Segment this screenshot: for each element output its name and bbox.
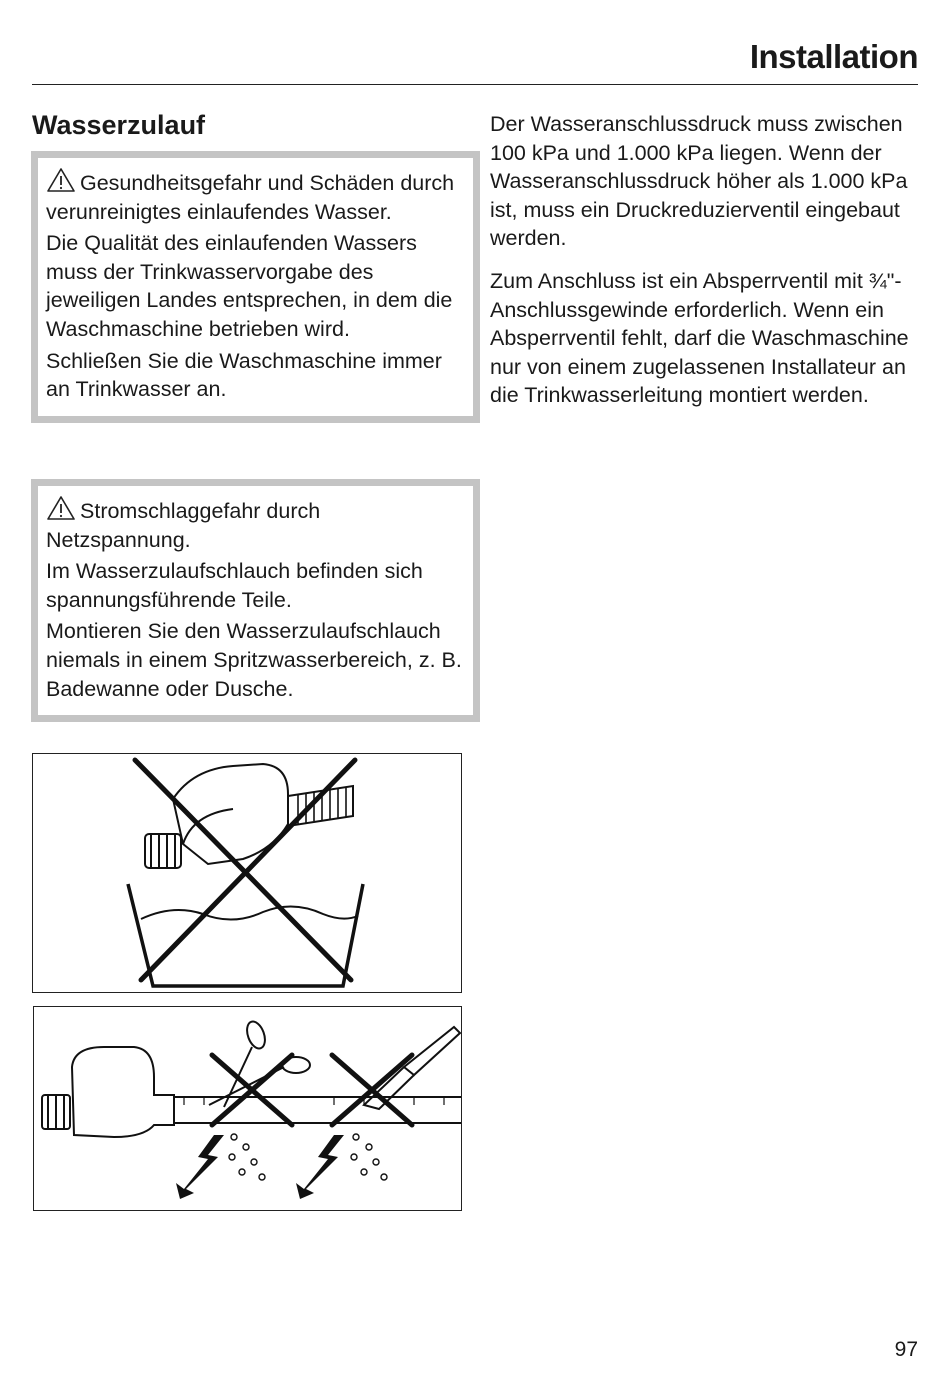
warning-text: Montieren Sie den Wasserzulaufschlauch niemals in einem Spritzwasserbereich, z. B. Badewanne oder Dusche.: [46, 619, 462, 701]
warning-text: Stromschlaggefahr durch Netzspannung.: [46, 499, 321, 552]
section-title: Wasserzulauf: [32, 110, 206, 140]
warning-text: Die Qualität des einlaufenden Wassers muss der Trinkwasservorgabe des jeweiligen Landes entsprechen, in dem die Waschmaschine betrieben wird.: [46, 231, 453, 341]
header-divider: [32, 84, 918, 85]
warning-triangle-icon: [46, 495, 76, 521]
warning-text: Im Wasserzulaufschlauch befinden sich spannungsführende Teile.: [46, 559, 423, 612]
warning-heading: [46, 495, 465, 554]
warning-heading: [46, 167, 465, 226]
warning-text: Gesundheitsgefahr und Schäden durch verunreinigtes einlaufendes Wasser.: [46, 171, 455, 224]
warning-text: Schließen Sie die Waschmaschine immer an Trinkwasser an.: [46, 348, 442, 402]
warning-triangle-icon: [46, 167, 76, 193]
page-header-title: Installation: [749, 38, 918, 75]
hose-cutting-prohibited-illustration: [33, 1006, 462, 1211]
hose-in-water-prohibited-illustration: [32, 753, 462, 993]
warning-box-health: [31, 151, 480, 423]
right-column-text: [490, 110, 920, 424]
paragraph-shutoff-valve: Zum Anschluss ist ein Absperrventil mit ¾"-Anschlussgewinde erforderlich. Wenn ein Absperrventil fehlt, darf die Waschmaschine nur von einem zugelassenen Installateur an die Trinkwasserleitung montiert werden.: [490, 268, 909, 408]
warning-box-electric: [31, 479, 480, 722]
paragraph-pressure: Der Wasseranschlussdruck muss zwischen 100 kPa und 1.000 kPa liegen. Wenn der Wasseranschlussdruck höher als 1.000 kPa ist, muss ein Druckreduzierventil eingebaut werden.: [490, 112, 908, 251]
page-number: 97: [894, 1338, 918, 1361]
